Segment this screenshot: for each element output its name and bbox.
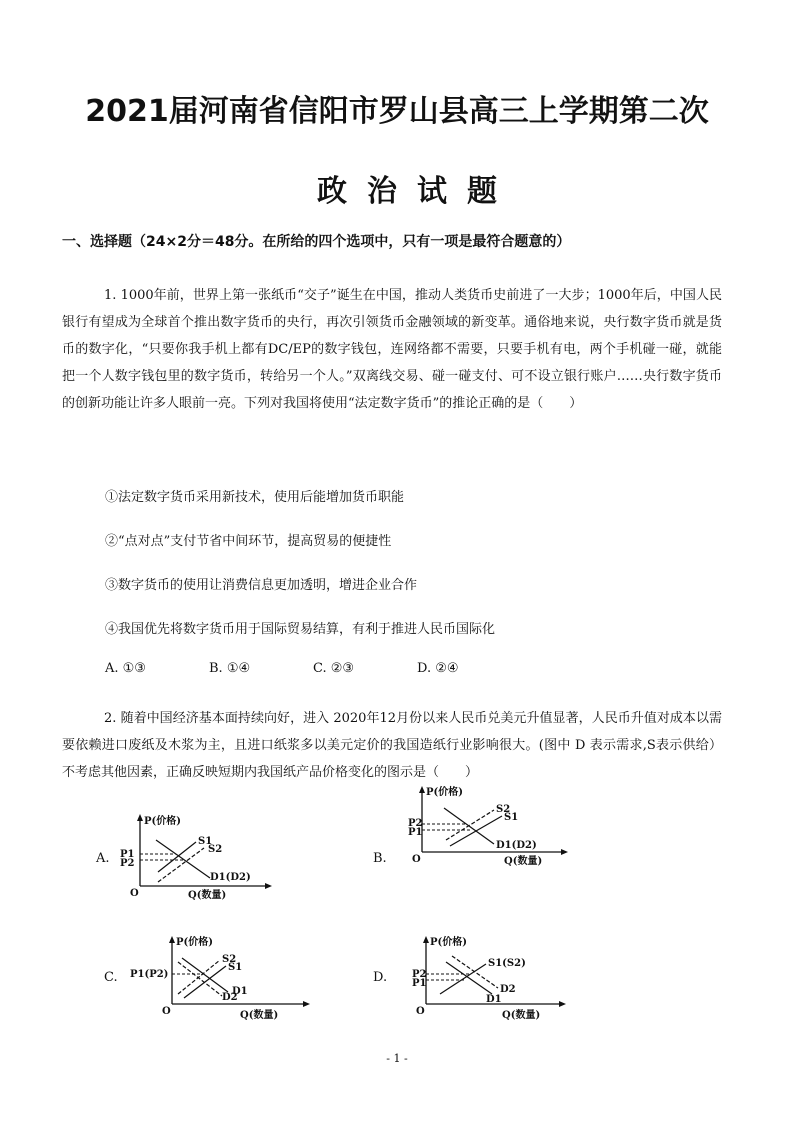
graph-d-origin: O (416, 1006, 425, 1017)
graph-a-s2: S2 (208, 844, 223, 855)
question-1-options (105, 661, 521, 676)
graph-c-d2: D2 (222, 992, 238, 1003)
graph-d-q-arrow (559, 1001, 566, 1007)
graph-d-s-line (440, 964, 486, 994)
option-b[interactable]: B. ①④ (209, 661, 251, 676)
graph-d-p1: P1 (412, 978, 427, 989)
graph-b (408, 782, 578, 882)
graph-d-d1-line (446, 962, 492, 994)
graph-a-p1: P1 (120, 849, 135, 860)
graph-a-s1-line (158, 842, 196, 872)
graph-a (120, 812, 278, 902)
graph-b-p-arrow (419, 786, 425, 793)
graph-b-axis-q-text: Q(数量) (504, 856, 543, 867)
graph-c-d1: D1 (232, 986, 248, 997)
graph-a-axis-q-text: Q(数量) (188, 890, 227, 901)
option-d[interactable]: D. ②④ (417, 661, 459, 676)
question-1-item: ③数字货币的使用让消费信息更加透明，增进企业合作 (105, 578, 418, 593)
graph-b-d-line (444, 808, 494, 844)
graph-c (130, 932, 320, 1022)
question-1-item: ④我国优先将数字货币用于国际贸易结算，有利于推进人民币国际化 (105, 622, 496, 637)
graph-a-q-arrow (265, 883, 272, 889)
graph-c-s2: S2 (222, 954, 237, 965)
graph-b-origin: O (412, 854, 421, 865)
graph-b-s2: S2 (496, 804, 511, 815)
option-a[interactable]: A. ①③ (105, 661, 146, 676)
page-title: 2021届河南省信阳市罗山县高三上学期第二次 (85, 94, 709, 129)
graph-a-p-arrow (137, 814, 143, 821)
graph-a-label[interactable]: A. (96, 851, 110, 866)
graph-b-p2: P2 (408, 818, 423, 829)
graph-a-axis-p-text: P(价格) (144, 816, 181, 827)
graph-a-d: D1(D2) (210, 872, 251, 883)
graph-d-p-arrow (423, 936, 429, 943)
graph-c-s1: S1 (228, 962, 243, 973)
graph-d-label[interactable]: D. (373, 970, 388, 985)
option-c[interactable]: C. ②③ (313, 661, 355, 676)
graph-c-origin: O (162, 1006, 171, 1017)
graph-c-axis-q-text: Q(数量) (240, 1010, 279, 1021)
question-2-stem: 2. 随着中国经济基本面持续向好，进入 2020年12月份以来人民币兑美元升值显著，人民币升值对成本以需要依赖进口废纸及木浆为主，且进口纸浆多以美元定价的我国造纸行业影响很大。(图中 D 表示需求,S表示供给）不考虑其他因素，正确反映短期内我国纸产品价格变化的图示是（ ） (62, 711, 722, 780)
page-subtitle: 政治试题 (317, 174, 517, 209)
graph-c-d2-line (178, 962, 222, 996)
graph-b-s1: S1 (504, 812, 519, 823)
graph-a-origin: O (130, 888, 139, 899)
graph-d-axis-p-text: P(价格) (430, 937, 467, 948)
graph-c-p-arrow (169, 936, 175, 943)
graph-a-p2: P2 (120, 858, 135, 869)
graph-b-axis-p-text: P(价格) (426, 787, 463, 798)
graph-d-axis-q-text: Q(数量) (502, 1010, 541, 1021)
graph-d-s: S1(S2) (488, 958, 526, 969)
page-number: - 1 - (386, 1052, 408, 1065)
graph-d-p2: P2 (412, 969, 427, 980)
graph-c-label[interactable]: C. (104, 970, 118, 985)
question-1-item: ①法定数字货币采用新技术，使用后能增加货币职能 (105, 490, 405, 505)
graph-c-p: P1(P2) (130, 969, 169, 980)
graph-a-s1: S1 (198, 836, 213, 847)
graph-c-q-arrow (303, 1001, 310, 1007)
graph-d-d1: D1 (486, 994, 502, 1005)
section-heading: 一、选择题（24×2分＝48分。在所给的四个选项中，只有一项是最符合题意的） (62, 234, 571, 250)
graph-d (412, 932, 582, 1022)
question-1-stem: 1. 1000年前，世界上第一张纸币“交子”诞生在中国，推动人类货币史前进了一大步；1000年后，中国人民银行有望成为全球首个推出数字货币的央行，再次引领货币金融领域的新变革。通俗地来说，央行数字货币就是货币的数字化，“只要你我手机上都有DC/EP的数字钱包，连网络都不需要，只要手机有电，两个手机碰一碰，就能把一个人数字钱包里的数字货币，转给另一个人。”双离线交易、碰一碰支付、可不设立银行账户……央行数字货币的创新功能让许多人眼前一亮。下列对我国将使用“法定数字货币”的推论正确的是（ ） (62, 288, 722, 411)
question-1-item: ②“点对点”支付节省中间环节，提高贸易的便捷性 (105, 534, 392, 549)
graph-b-p1: P1 (408, 827, 423, 838)
graph-b-d: D1(D2) (496, 840, 537, 851)
graph-d-d2: D2 (500, 984, 516, 995)
graph-b-q-arrow (561, 849, 568, 855)
graph-b-label[interactable]: B. (373, 851, 387, 866)
graph-c-axis-p-text: P(价格) (176, 937, 213, 948)
